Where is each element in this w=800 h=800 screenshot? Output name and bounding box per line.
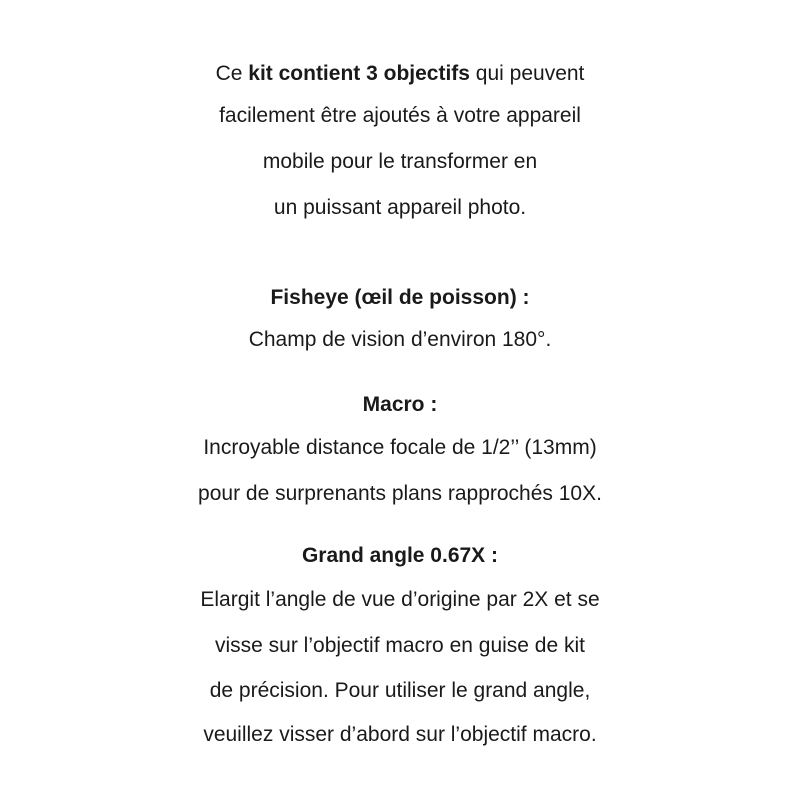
wide-angle-line-3: de précision. Pour utiliser le grand angle, (209, 679, 591, 702)
macro-line-1: Incroyable distance focale de 1/2’’ (13mm) (203, 436, 597, 459)
intro-line-3: mobile pour le transformer en (262, 150, 538, 173)
wide-angle-line-1: Elargit l’angle de vue d’origine par 2X et se (200, 588, 600, 611)
macro-heading: Macro : (362, 393, 438, 416)
wide-angle-heading: Grand angle 0.67X : (301, 544, 499, 567)
fisheye-line-1: Champ de vision d’environ 180°. (248, 328, 552, 351)
wide-angle-line-4: veuillez visser d’abord sur l’objectif macro. (203, 723, 597, 746)
wide-angle-line-2: visse sur l’objectif macro en guise de kit (215, 634, 585, 657)
intro-line-1-suffix: qui peuvent (469, 62, 585, 85)
intro-line-4: un puissant appareil photo. (273, 196, 527, 219)
intro-line-1 (0, 60, 800, 88)
intro-line-1-bold: kit contient 3 objectifs (248, 62, 470, 85)
macro-line-2: pour de surprenants plans rapprochés 10X. (198, 482, 602, 505)
intro-line-2: facilement être ajoutés à votre appareil (219, 104, 581, 127)
fisheye-heading: Fisheye (œil de poisson) : (270, 286, 530, 309)
intro-line-1-prefix: Ce (215, 62, 249, 85)
